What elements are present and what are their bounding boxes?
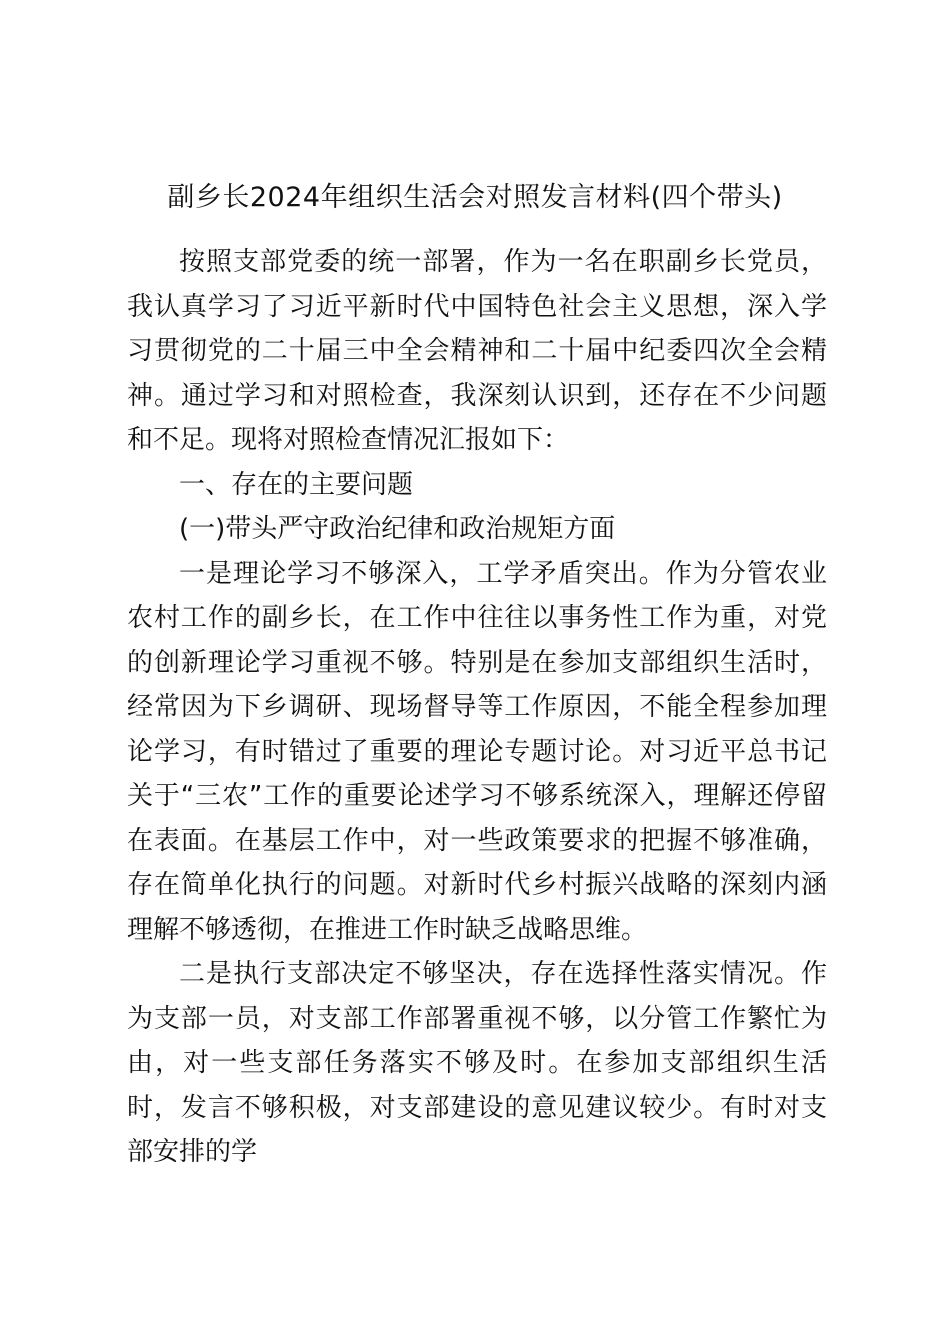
intro-paragraph: 按照支部党委的统一部署，作为一名在职副乡长党员，我认真学习了习近平新时代中国特色社会主义思想，深入学习贯彻党的二十届三中全会精神和二十届中纪委四次全会精神。通过学习和对照检查，我深刻认识到，还存在不少问题和不足。现将对照检查情况汇报如下： [127,247,827,455]
document-title: 副乡长2024年组织生活会对照发言材料(四个带头) [167,182,783,213]
body-paragraph-2: 二是执行支部决定不够坚决，存在选择性落实情况。作为支部一员，对支部工作部署重视不够，以分管工作繁忙为由，对一些支部任务落实不够及时。在参加支部组织生活时，发言不够积极，对支部建设的意见建议较少。有时对支部安排的学 [127,959,827,1167]
body-paragraph-1: 一是理论学习不够深入，工学矛盾突出。作为分管农业农村工作的副乡长，在工作中往往以事务性工作为重，对党的创新理论学习重视不够。特别是在参加支部组织生活时，经常因为下乡调研、现场督导等工作原因，不能全程参加理论学习，有时错过了重要的理论专题讨论。对习近平总书记关于“三农”工作的重要论述学习不够系统深入，理解还停留在表面。在基层工作中，对一些政策要求的把握不够准确，存在简单化执行的问题。对新时代乡村振兴战略的深刻内涵理解不够透彻，在推进工作时缺乏战略思维。 [127,558,827,945]
section-heading: 一、存在的主要问题 [179,469,414,500]
document-body [127,240,827,1175]
subsection-heading: (一)带头严守政治纪律和政治规矩方面 [179,514,616,544]
